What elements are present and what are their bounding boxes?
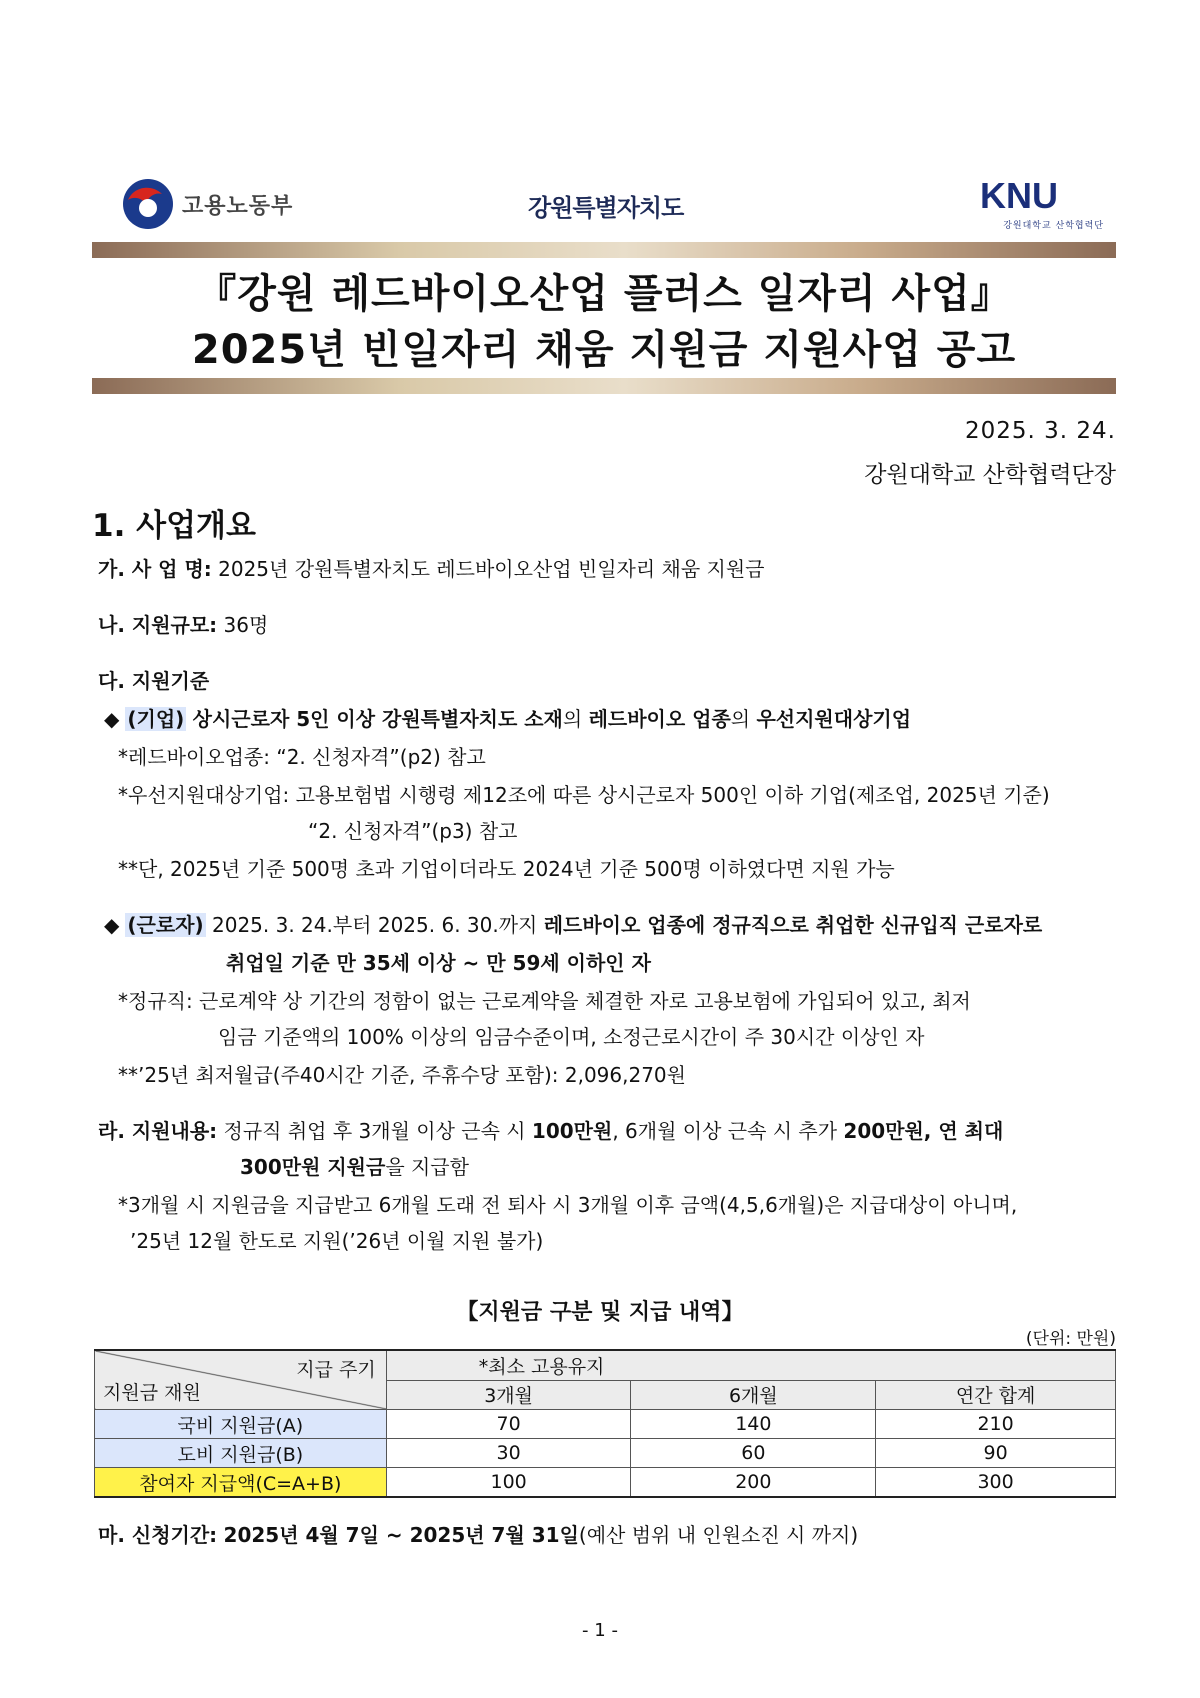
table-cell: 300 — [876, 1468, 1116, 1498]
taegeuk-emblem-icon — [122, 178, 174, 230]
row-label-national: 국비 지원금(A) — [95, 1410, 387, 1439]
item-ra-cont — [240, 1154, 469, 1180]
item-na — [98, 612, 268, 638]
table-group-header: *최소 고용유지 — [386, 1350, 1115, 1380]
note-regular-cont: 임금 기준액의 100% 이상의 임금수준이며, 소정근로시간이 주 30시간 이상인 자 — [218, 1025, 925, 1049]
title-line-2: 2025년 빈일자리 채움 지원금 지원사업 공고 — [191, 327, 1017, 373]
table-row — [95, 1468, 1116, 1498]
knu-logo-subtext: 강원대학교 산학협력단 — [1003, 221, 1104, 231]
announcement-date: 2025. 3. 24. — [965, 418, 1116, 444]
moel-logo — [122, 178, 293, 230]
corner-top-label: 지급 주기 — [296, 1359, 376, 1381]
item-ra-text-3: 을 지급함 — [385, 1155, 469, 1179]
item-ra — [98, 1118, 1003, 1144]
diamond-bullet-icon: ◆ — [104, 707, 120, 731]
title-line-1: 『강원 레드바이오산업 플러스 일자리 사업』 — [196, 271, 1012, 317]
knu-logo — [980, 176, 1104, 231]
worker-period: 2025. 3. 24.부터 2025. 6. 30.까지 — [212, 913, 538, 937]
table-cell: 60 — [631, 1439, 876, 1468]
item-ga-text: 2025년 강원특별자치도 레드바이오산업 빈일자리 채움 지원금 — [218, 557, 765, 581]
title-band-top — [92, 242, 1116, 258]
logo-row — [0, 176, 1200, 240]
item-na-text: 36명 — [223, 613, 269, 637]
item-ra-text-1: 정규직 취업 후 3개월 이상 근속 시 — [223, 1119, 526, 1143]
company-criteria-4: 의 — [730, 707, 751, 731]
table-unit: (단위: 만원) — [1025, 1329, 1116, 1349]
row-label-provincial: 도비 지원금(B) — [95, 1439, 387, 1468]
col-header-6m: 6개월 — [631, 1380, 876, 1410]
table-cell: 90 — [876, 1439, 1116, 1468]
gangwon-logo-text: 강원특별자치도 — [528, 194, 684, 222]
company-criteria — [104, 706, 911, 732]
company-criteria-5: 우선지원대상기업 — [756, 707, 912, 731]
company-criteria-1: 상시근로자 5인 이상 강원특별자치도 소재 — [192, 707, 563, 731]
company-criteria-3: 레드바이오 업종 — [588, 707, 731, 731]
note-payment: *3개월 시 지원금을 지급받고 6개월 도래 전 퇴사 시 3개월 이후 금액(4,5,6개월)은 지급대상이 아니며, — [118, 1193, 1018, 1217]
item-ga-label: 가. 사 업 명: — [98, 557, 212, 581]
note-min-wage: **’25년 최저월급(주40시간 기준, 주휴수당 포함): 2,096,270원 — [118, 1063, 686, 1087]
item-da-label: 다. 지원기준 — [98, 669, 210, 693]
note-red-bio: *레드바이오업종: “2. 신청자격”(p2) 참고 — [118, 745, 486, 769]
diamond-bullet-icon: ◆ — [104, 913, 120, 937]
table-row — [95, 1439, 1116, 1468]
table-cell: 70 — [386, 1410, 631, 1439]
company-tag: (기업) — [127, 707, 185, 731]
title-band-bottom — [92, 378, 1116, 394]
note-priority-company-ref: “2. 신청자격”(p3) 참고 — [308, 819, 518, 843]
note-priority-company: *우선지원대상기업: 고용보험법 시행령 제12조에 따른 상시근로자 500인 이하 기업(제조업, 2025년 기준) — [118, 783, 1050, 807]
worker-criteria-2: 취업일 기준 만 35세 이상 ~ 만 59세 이하인 자 — [226, 951, 651, 975]
worker-criteria — [104, 912, 1042, 938]
item-na-label: 나. 지원규모: — [98, 613, 218, 637]
table-cell: 140 — [631, 1410, 876, 1439]
table-cell: 100 — [386, 1468, 631, 1498]
item-ra-text-2: , 6개월 이상 근속 시 추가 — [612, 1119, 838, 1143]
col-header-total: 연간 합계 — [876, 1380, 1116, 1410]
table-row — [95, 1410, 1116, 1439]
moel-logo-text: 고용노동부 — [182, 193, 294, 219]
corner-bottom-label: 지원금 재원 — [103, 1382, 201, 1404]
worker-tag: (근로자) — [127, 913, 204, 937]
note-payment-cont: ’25년 12월 한도로 지원(’26년 이월 지원 불가) — [130, 1229, 544, 1253]
issuer: 강원대학교 산학협력단장 — [864, 462, 1116, 488]
item-ra-bold-3: 300만원 지원금 — [240, 1155, 386, 1179]
gangwon-logo — [528, 188, 683, 223]
knu-logo-mark: KNU — [980, 175, 1058, 216]
funding-table — [94, 1349, 1116, 1498]
note-exception: **단, 2025년 기준 500명 초과 기업이더라도 2024년 기준 500명 이하였다면 지원 가능 — [118, 857, 895, 881]
item-ra-bold-1: 100만원 — [531, 1119, 613, 1143]
item-ma-note: (예산 범위 내 인원소진 시 까지) — [578, 1523, 859, 1547]
item-ma-label: 마. 신청기간: — [98, 1523, 218, 1547]
page-number: - 1 - — [582, 1620, 618, 1641]
item-ga — [98, 556, 765, 582]
worker-criteria-1: 레드바이오 업종에 정규직으로 취업한 신규입직 근로자로 — [543, 913, 1043, 937]
row-label-participant: 참여자 지급액(C=A+B) — [95, 1468, 387, 1498]
table-caption: 【지원금 구분 및 지급 내역】 — [456, 1300, 744, 1325]
item-ra-label: 라. 지원내용: — [98, 1119, 218, 1143]
item-ra-bold-2: 200만원, 연 최대 — [843, 1119, 1004, 1143]
section-heading: 1. 사업개요 — [92, 508, 256, 544]
item-ma — [98, 1522, 858, 1548]
item-ma-period: 2025년 4월 7일 ~ 2025년 7월 31일 — [223, 1523, 579, 1547]
company-criteria-2: 의 — [562, 707, 583, 731]
note-regular: *정규직: 근로계약 상 기간의 정함이 없는 근로계약을 체결한 자로 고용보험에 가입되어 있고, 최저 — [118, 989, 971, 1013]
table-header-row — [95, 1350, 1116, 1380]
table-cell: 200 — [631, 1468, 876, 1498]
table-cell: 210 — [876, 1410, 1116, 1439]
table-corner-cell — [95, 1350, 387, 1410]
table-cell: 30 — [386, 1439, 631, 1468]
col-header-3m: 3개월 — [386, 1380, 631, 1410]
